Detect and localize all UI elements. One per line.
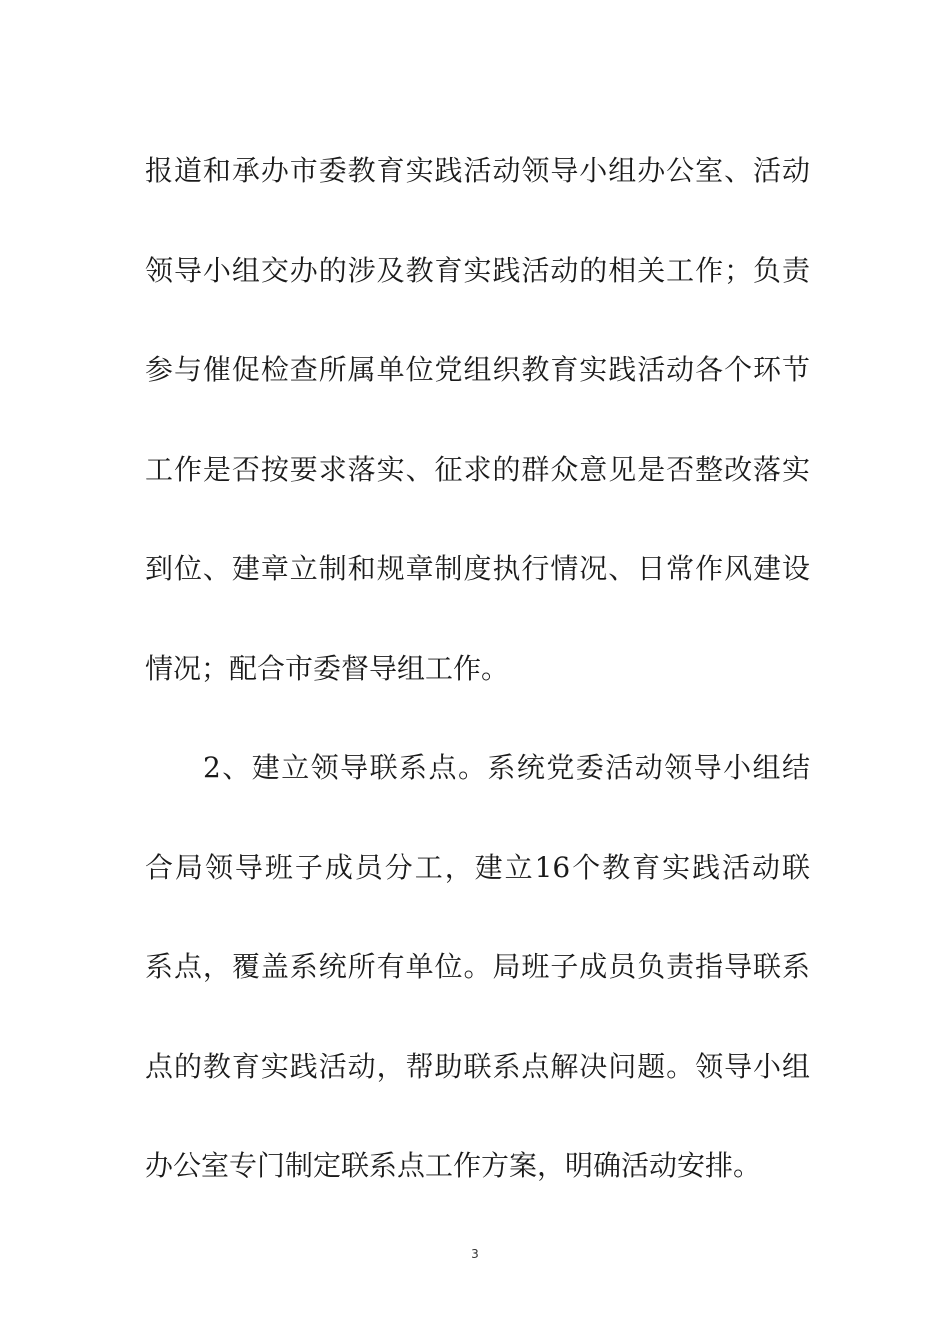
text-line: 合局领导班子成员分工，建立16个教育实践活动联	[145, 850, 810, 884]
text-line: 情况；配合市委督导组工作。	[145, 651, 510, 685]
text-line: 工作是否按要求落实、征求的群众意见是否整改落实	[145, 452, 810, 486]
text-line: 点的教育实践活动，帮助联系点解决问题。领导小组	[145, 1049, 810, 1083]
text-line: 到位、建章立制和规章制度执行情况、日常作风建设	[145, 552, 810, 585]
body-text	[145, 121, 810, 1216]
paragraph-1	[145, 121, 810, 718]
text-line: 办公室专门制定联系点工作方案，明确活动安排。	[145, 1149, 762, 1182]
text-line: 系点，覆盖系统所有单位。局班子成员负责指导联系	[145, 950, 810, 983]
text-line: 参与催促检查所属单位党组织教育实践活动各个环节	[145, 353, 810, 386]
paragraph-2	[145, 718, 810, 1216]
text-line: 2、建立领导联系点。系统党委活动领导小组结	[203, 751, 810, 784]
text-line: 领导小组交办的涉及教育实践活动的相关工作；负责	[145, 253, 810, 287]
text-line: 报道和承办市委教育实践活动领导小组办公室、活动	[145, 154, 810, 187]
page-number: 3	[471, 1247, 479, 1261]
